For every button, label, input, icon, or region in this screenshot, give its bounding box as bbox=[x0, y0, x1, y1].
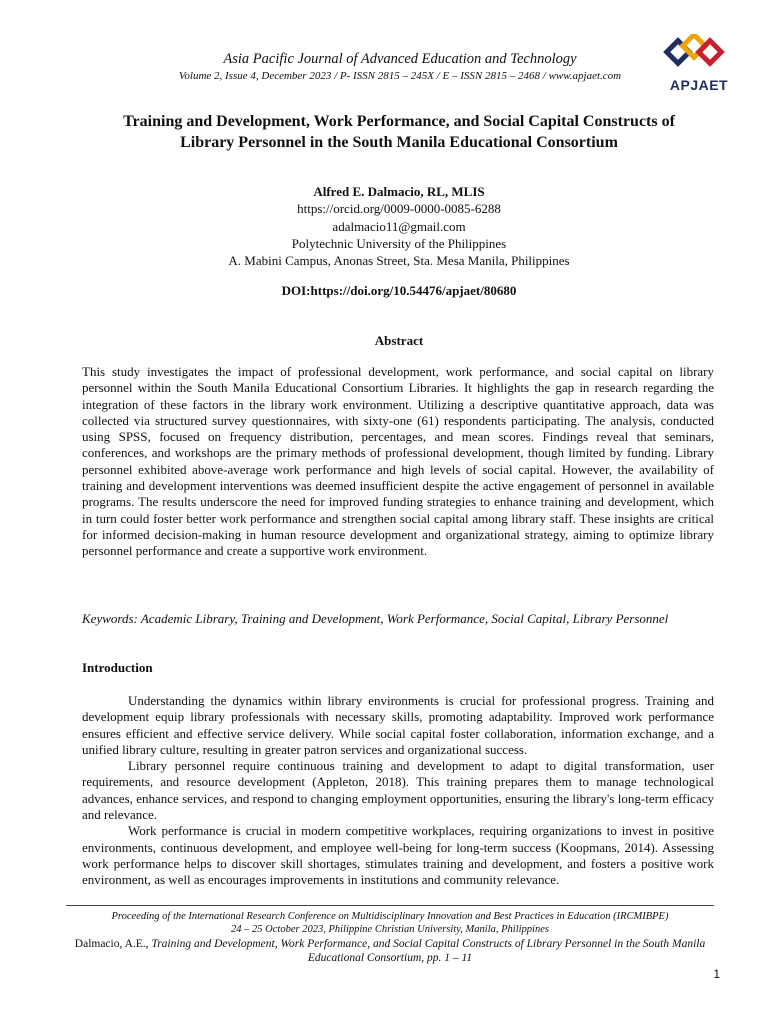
title-line-2: Library Personnel in the South Manila Educational Consortium bbox=[180, 134, 618, 151]
author-address: A. Mabini Campus, Anonas Street, Sta. Mesa Manila, Philippines bbox=[228, 253, 570, 269]
citation bbox=[66, 937, 714, 965]
logo-text: APJAET bbox=[669, 77, 729, 93]
journal-header bbox=[110, 50, 690, 83]
journal-name: Asia Pacific Journal of Advanced Education and Technology bbox=[223, 51, 577, 67]
abstract-heading: Abstract bbox=[374, 333, 424, 348]
journal-meta: Volume 2, Issue 4, December 2023 / P- ISSN 2815 – 245X / E – ISSN 2815 – 2468 / www.apjaet.com bbox=[178, 70, 622, 82]
page-footer bbox=[66, 910, 714, 965]
author-name: Alfred E. Dalmacio, RL, MLIS bbox=[313, 184, 485, 199]
paper-title bbox=[70, 111, 728, 153]
citation-author: Dalmacio, A.E., bbox=[74, 938, 152, 950]
keywords: Keywords: Academic Library, Training and Development, Work Performance, Social Capital, Library Personnel bbox=[82, 611, 669, 626]
abstract-text: This study investigates the impact of professional development, work performance, and social capital on library personnel within the South Manila Educational Consortium Libraries. It highlights the gap in research regarding the integration of these factors in the library work environment. Utilizing a descriptive quantitative approach, data was collected via structured survey questionnaires, with sixty-one (61) respondents participating. The analysis, conducted using SPSS, focused on frequency distribution, percentages, and mean scores. Findings reveal that seminars, conferences, and workshops are the primary methods of professional development, though limited by funding. Library personnel exhibited above-average work performance and high levels of social capital. However, the availability of training and development interventions was deemed insufficient despite the active engagement of personnel in available programs. The results underscore the need for improved funding strategies to enhance training and development, which in turn could foster better work performance and strengthen social capital among library staff. These insights are critical for informed decision-making in human resource development and organizational strategy, aiming to optimize library personnel performance and create a supportive work environment. bbox=[82, 364, 714, 559]
apjaet-diamond-logo-icon bbox=[660, 34, 738, 78]
introduction-body bbox=[82, 693, 714, 889]
conference-dates: 24 – 25 October 2023, Philippine Christian University, Manila, Philippines bbox=[231, 924, 549, 935]
author-affiliation: Polytechnic University of the Philippines bbox=[291, 235, 507, 251]
introduction-paragraph: Library personnel require continuous training and development to adapt to digital transformation, user requirements, and resource development (Appleton, 2018). This training prepares them to manage technological advances, enhance services, and respond to changing employment opportunities, ensuring the library's long-term efficacy and relevance. bbox=[82, 758, 714, 823]
author-block bbox=[100, 183, 698, 269]
conference-name: Proceeding of the International Research Conference on Multidisciplinary Innovation and Best Practices in Education (IRCMIBPE) bbox=[111, 911, 669, 922]
apjaet-logo bbox=[660, 34, 738, 94]
doi-link[interactable]: DOI:https://doi.org/10.54476/apjaet/80680 bbox=[281, 283, 517, 298]
citation-title: Training and Development, Work Performance, and Social Capital Constructs of Library Personnel in the South Manila Educational Consortium, pp. 1 – 11 bbox=[151, 938, 706, 964]
title-line-1: Training and Development, Work Performance, and Social Capital Constructs of bbox=[123, 113, 675, 130]
author-email[interactable]: adalmacio11@gmail.com bbox=[332, 218, 466, 234]
introduction-paragraph: Understanding the dynamics within library environments is crucial for professional progress. Training and development equip library professionals with necessary skills, promoting adaptability. Improved work performance ensures efficient and effective service delivery. While social capital foster collaboration, information exchange, and a unified library culture, resulting in greater patron services and organizational success. bbox=[82, 693, 714, 757]
introduction-paragraph: Work performance is crucial in modern competitive workplaces, requiring organizations to invest in positive environments, continuous development, and employee well-being for long-term success (Koopmans, 2014). Assessing work performance helps to discover skill shortages, stimulates training and development, and fosters a positive work environment, as well as encourages improvements in institutions and community relevance. bbox=[82, 823, 714, 888]
introduction-heading: Introduction bbox=[82, 660, 153, 675]
footer-divider bbox=[66, 905, 714, 906]
author-orcid[interactable]: https://orcid.org/0009-0000-0085-6288 bbox=[297, 201, 501, 217]
page-number: 1 bbox=[713, 967, 720, 981]
